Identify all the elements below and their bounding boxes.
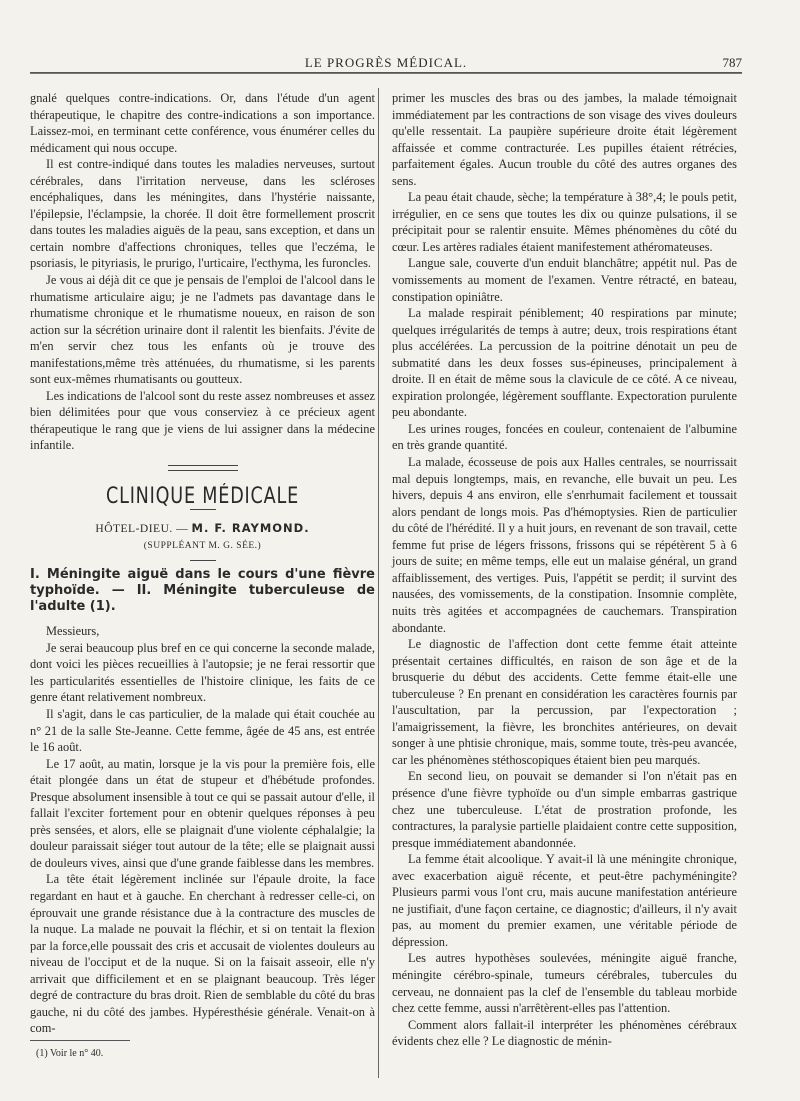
footnote-rule (30, 1040, 130, 1041)
right-column (392, 90, 737, 1050)
title-rule (190, 509, 216, 510)
hospital-name: HÔTEL-DIEU. — (95, 523, 192, 536)
paragraph: Les urines rouges, foncées en couleur, contenaient de l'albumine en très grande quantité. (392, 421, 737, 453)
page-header (30, 55, 742, 75)
paragraph: La tête était légèrement inclinée sur l'épaule droite, la face regardant en haut et à gauche. En cherchant à redresser celle-ci, on éprouvait une grande résistance due à la contracture des muscles de la nuque. La malade ne pouvait la fléchir, et si on tentait la flexion par la force,elle poussait des cris et accusait de violentes douleurs au niveau de l'occiput et de la nuque. Si on la faisait asseoir, elle n'y arrivait que difficilement et en se plaignant beaucoup. Très léger degré de contracture du bras droit. Rien de semblable du côté du bras gauche, ni du côté des jambes. Hypéresthésie générale. Venait-on à com- (30, 872, 375, 1036)
paragraph: La malade respirait péniblement; 40 respirations par minute; quelques irrégularités de temps à autre; deux, trois respirations étant plus accélérées. La percussion de la poitrine dénotait un peu de submatité dans les deux fosses sus-épineuses, principalement à droite. Il en était de même sous la clavicule de ce côté. A ce niveau, expiration prolongée, légèrement soufflante. Expectoration purulente peu abondante. (392, 306, 737, 420)
paragraph: gnalé quelques contre-indications. Or, dans l'étude d'un agent thérapeutique, le chapitre des contre-indications a son importance. Laissez-moi, en terminant cette conférence, vous énumérer celles du médicament qui nous occupe. (30, 91, 375, 155)
doctor-name: M. F. RAYMOND. (191, 521, 310, 536)
left-column (30, 90, 375, 1037)
journal-title: LE PROGRÈS MÉDICAL. (304, 55, 468, 70)
salutation: Messieurs, (46, 624, 100, 639)
paragraph: En second lieu, on pouvait se demander si l'on n'était pas en présence d'une fièvre typhoïde ou d'un simple embarras gastrique chez une tuberculeuse. L'état de prostration profonde, les contractures, la paralysie partielle plaidaient contre cette supposition, presque immédiatement abandonnée. (392, 769, 737, 850)
paragraph: Je vous ai déjà dit ce que je pensais de l'emploi de l'alcool dans le rhumatisme articulaire aigu; je ne l'admets pas davantage dans le rhumatisme chronique et le rhumatisme noueux, en raison de son action sur la sécrétion urinaire dont il ralentit les bienfaits. J'évite de m'en servir chez tous les enfants où je trouve des manifestations,même très atténuées, du rhumatisme, si les parents sont eux-mêmes rhumatisants ou goutteux. (30, 273, 375, 387)
suppleant-line: (SUPPLÉANT M. G. SÉE.) (143, 540, 262, 551)
header-rule (30, 72, 742, 74)
paragraph: Le diagnostic de l'affection dont cette femme était atteinte présentait certaines difficultés, en raison de son âge et de la brusquerie du début des accidents. Cette femme était-elle une tuberculeuse ? En prenant en considération les caractères fournis par l'auscultation, par la percussion, par l'expectoration ; l'amaigrissement, la fièvre, les bronchites antérieures, on devait songer à une phtisie chronique, mais, somme toute, très-peu avancée, car les phénomènes stéthoscopiques étaient bien peu marqués. (392, 637, 737, 767)
paragraph: La peau était chaude, sèche; la température à 38°,4; le pouls petit, irrégulier, en ce sens que toutes les dix ou quinze pulsations, il se précipitait pour se ralentir ensuite. Mêmes phénomènes du côté du cœur. Les artères radiales étaient manifestement athéromateuses. (392, 190, 737, 254)
paragraph: Il est contre-indiqué dans toutes les maladies nerveuses, surtout cérébrales, dans l'irritation nerveuse, dans les scléroses encéphaliques, dans les méningites, dans l'hystérie naissante, l'épilepsie, l'éclampsie, la chorée. Il doit être formellement proscrit dans toutes les maladies aiguës de la peau, sans exception, et dans un certain nombre d'affections chroniques, telles que l'eczéma, le psoriasis, le pityriasis, le prurigo, l'urticaire, l'ecthyma, les furoncles. (30, 157, 375, 271)
column-divider (378, 88, 379, 1078)
article-heading: I. Méningite aiguë dans le cours d'une fièvre typhoïde. — II. Méningite tuberculeuse de l'adulte (1). (30, 567, 375, 615)
ornament-divider (30, 460, 375, 477)
paragraph: Les indications de l'alcool sont du reste assez nombreuses et assez bien délimitées pour que vous conserviez à ce précieux agent thérapeutique le rang que je viens de lui assigner dans la médecine infantile. (30, 388, 375, 453)
paragraph: Langue sale, couverte d'un enduit blanchâtre; appétit nul. Pas de vomissements au moment de l'examen. Ventre rétracté, en bateau, constipation opiniâtre. (392, 256, 737, 304)
paragraph: Les autres hypothèses soulevées, méningite aiguë franche, méningite cérébro-spinale, tumeurs cérébrales, tubercules du cerveau, ne donnaient pas la clef de l'ensemble du tableau morbide chez cette femme, aussi n'arrêtèrent-elles pas l'attention. (392, 951, 737, 1016)
hospital-line (30, 520, 375, 538)
paragraph: La malade, écosseuse de pois aux Halles centrales, se nourrissait mal depuis longtemps, mais, en revanche, elle buvait un peu. Les hivers, depuis 4 ans environ, elle s'enrhumait facilement et toussait alors pendant de longs mois. Pas d'hémoptysies. Rien de particulier du côté de l'hérédité. Il y a huit jours, en revenant de son travail, cette femme fut prise de légers frissons, frissons qui se répétèrent 5 à 6 jours de suite; en même temps, elle eut un malaise général, un grand affaiblissement, des vertiges. Puis, l'appétit se perdit; il survint des nausées, des vomissements, de la constipation. Insomnie complète, nuits très agitées et accompagnées de cauchemars. Transpiration abondante. (392, 455, 737, 635)
footnote: (1) Voir le n° 40. (36, 1048, 104, 1059)
subtitle-rule (190, 560, 216, 561)
paragraph: Comment alors fallait-il interpréter les phénomènes cérébraux évidents chez elle ? Le diagnostic de ménin- (392, 1017, 737, 1049)
paragraph: Le 17 août, au matin, lorsque je la vis pour la première fois, elle était plongée dans un état de stupeur et d'hébétude profondes. Presque absolument insensible à tout ce qui se passait autour d'elle, il fallait l'exciter fortement pour en obtenir quelques réponses à peu près sensées, et alors, elle se plaignait d'une violente céphalalgie; la douleur paraissait siéger tout autour de la tête; elle se plaignait aussi de douleurs vives, ainsi que d'une grande faiblesse dans les membres. (30, 756, 375, 870)
paragraph: Je serai beaucoup plus bref en ce qui concerne la seconde malade, dont voici les pièces recueillies à l'autopsie; je ne ferai ressortir que les particularités essentielles de l'histoire clinique, les faits de ce genre étant relativement nombreux. (30, 640, 375, 705)
paragraph: primer les muscles des bras ou des jambes, la malade témoignait immédiatement par les contractions de son visage des vives douleurs qu'elle ressentait. La paupière supérieure droite était légèrement affaissée et comme contracturée. Les pupilles étaient rétrécies, parfaitement égales. Aucun trouble du côté des autres organes des sens. (392, 91, 737, 188)
paragraph: La femme était alcoolique. Y avait-il là une méningite chronique, avec exacerbation aiguë récente, et peut-être pachyméningite? Plusieurs parmi vous l'ont cru, mais aucune manifestation antérieure ne justifiait, d'une façon certaine, ce diagnostic; d'ailleurs, il n'y avait pas, au moment du premier examen, une véritable période de dépression. (392, 852, 737, 949)
page-number: 787 (722, 55, 742, 70)
section-title: CLINIQUE MÉDICALE (106, 483, 299, 509)
paragraph: Il s'agit, dans le cas particulier, de la malade qui était couchée au n° 21 de la salle Ste-Jeanne. Cette femme, âgée de 45 ans, est entrée le 16 août. (30, 706, 375, 755)
